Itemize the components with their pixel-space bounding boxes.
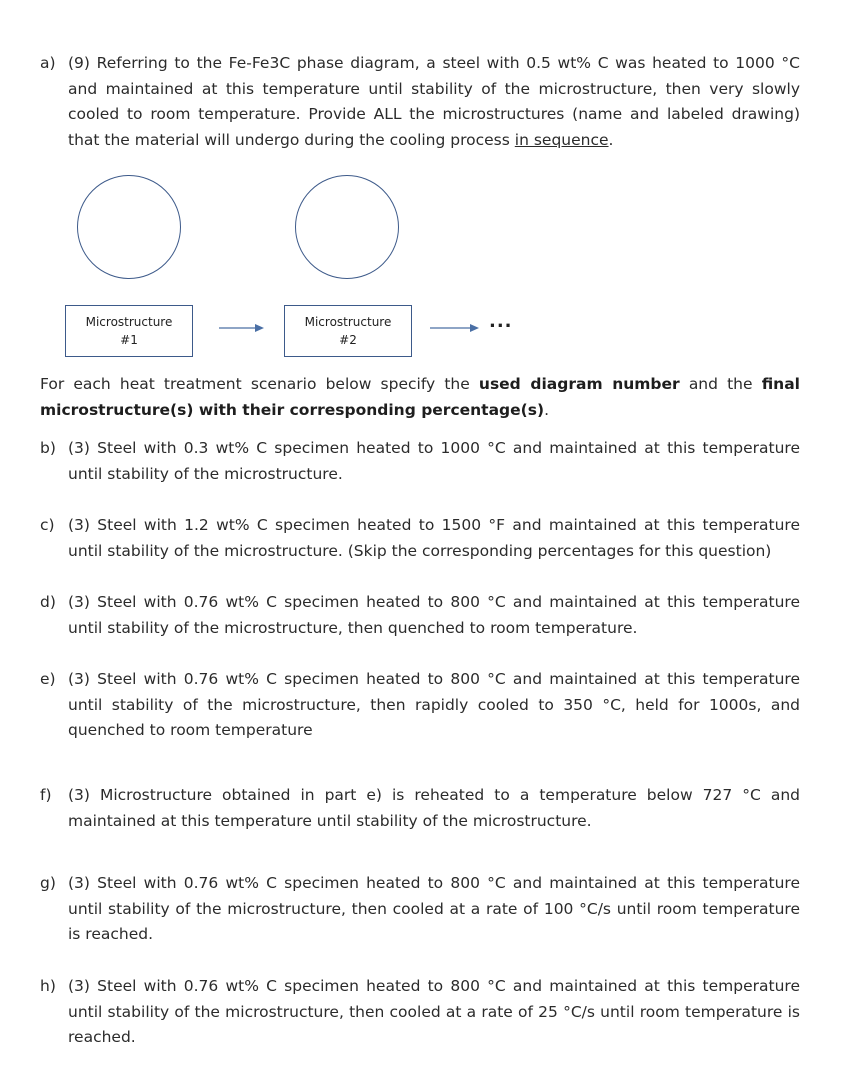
microstructure-2-title: Microstructure — [304, 315, 392, 329]
question-text: (3) Steel with 1.2 wt% C specimen heated to 1500 °F and maintained at this temperature until stability of the microstructure. (Skip the corresponding percentages for this question) — [68, 516, 800, 560]
question-label: h) — [40, 977, 56, 995]
arrow-1-icon — [219, 322, 265, 334]
question-f — [40, 783, 800, 834]
arrow-2-icon — [430, 322, 480, 334]
question-a-period: . — [608, 130, 614, 149]
question-label: g) — [40, 874, 56, 892]
question-label: b) — [40, 439, 56, 457]
question-e — [40, 667, 800, 744]
instructions — [40, 372, 800, 423]
question-a-body: (9) Referring to the Fe-Fe3C phase diagram, a steel with 0.5 wt% C was heated to 1000 °C and maintained at this temperature until stability of the microstructure, then very slowly cooled to room temperature. Provide ALL the microstructures (name and labeled drawing) that the material will undergo during the cooling process — [68, 54, 800, 149]
question-c — [40, 513, 800, 564]
microstructure-2-circle — [295, 175, 399, 279]
question-text: (3) Steel with 0.76 wt% C specimen heated to 800 °C and maintained at this temperature until stability of the microstructure, then cooled at a rate of 100 °C/s until room temperature is reached. — [68, 874, 800, 943]
question-label: d) — [40, 593, 56, 611]
microstructure-1-circle — [77, 175, 181, 279]
question-b — [40, 436, 800, 487]
question-text: (3) Microstructure obtained in part e) is reheated to a temperature below 727 °C and maintained at this temperature until stability of the microstructure. — [68, 786, 800, 830]
question-text: (3) Steel with 0.76 wt% C specimen heated to 800 °C and maintained at this temperature until stability of the microstructure, then quenched to room temperature. — [68, 593, 800, 637]
question-d — [40, 590, 800, 641]
question-text: (3) Steel with 0.76 wt% C specimen heated to 800 °C and maintained at this temperature until stability of the microstructure, then rapidly cooled to 350 °C, held for 1000s, and quenched to room temperature — [68, 670, 800, 739]
question-a-text — [68, 51, 800, 153]
instructions-bold-2: final microstructure(s) with their corresponding percentage(s) — [40, 375, 800, 419]
microstructure-1-box — [65, 305, 193, 357]
question-label: f) — [40, 786, 52, 804]
question-g — [40, 871, 800, 948]
instructions-text-2: and the — [688, 375, 753, 393]
question-h — [40, 974, 800, 1051]
instructions-text-1: For each heat treatment scenario below specify the — [40, 375, 470, 393]
microstructure-1-number: #1 — [120, 333, 138, 347]
ellipsis: ... — [489, 311, 513, 332]
instructions-bold-1: used diagram number — [478, 375, 680, 393]
question-a-label: a) — [40, 54, 56, 72]
instructions-text-3: . — [544, 400, 549, 419]
microstructure-2-number: #2 — [339, 333, 357, 347]
question-label: c) — [40, 516, 55, 534]
microstructure-2-box — [284, 305, 412, 357]
question-a-underlined: in sequence — [514, 130, 609, 149]
microstructure-1-title: Microstructure — [85, 315, 173, 329]
question-text: (3) Steel with 0.76 wt% C specimen heated to 800 °C and maintained at this temperature until stability of the microstructure, then cooled at a rate of 25 °C/s until room temperature is reached. — [68, 977, 800, 1046]
question-text: (3) Steel with 0.3 wt% C specimen heated to 1000 °C and maintained at this temperature until stability of the microstructure. — [68, 439, 800, 483]
question-a — [40, 51, 800, 153]
question-label: e) — [40, 670, 56, 688]
